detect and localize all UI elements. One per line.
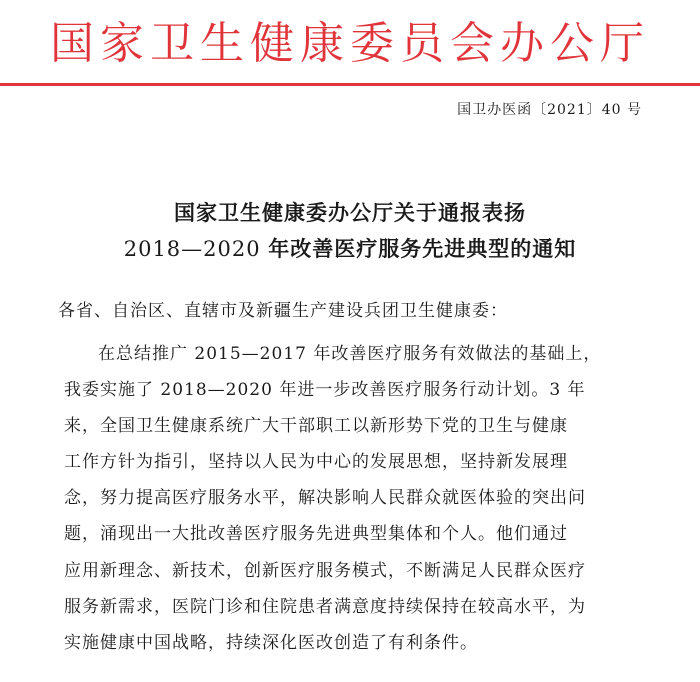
notice-title-year-range: 2018—2020 [123,237,269,261]
notice-title-line-1: 国家卫生健康委办公厅关于通报表扬 [174,201,526,225]
document-number: 国卫办医函〔2021〕40 号 [457,102,642,118]
notice-title-line-2 [0,232,700,266]
paragraph-line: 实施健康中国战略，持续深化医改创造了有利条件。 [64,633,478,653]
paragraph-line: 来，全国卫生健康系统广大干部职工以新形势下党的卫生与健康 [64,416,568,436]
paragraph-line: 服务新需求，医院门诊和住院患者满意度持续保持在较高水平，为 [64,597,586,617]
notice-title-line-2-text: 年改善医疗服务先进典型的通知 [268,237,577,261]
paragraph-line: 在总结推广 2015—2017 年改善医疗服务有效做法的基础上， [98,344,602,364]
letterhead-red-rule [0,83,700,86]
paragraph-line: 应用新理念、新技术，创新医疗服务模式，不断满足人民群众医疗 [64,561,586,581]
paragraph-line: 工作方针为指引，坚持以人民为中心的发展思想，坚持新发展理 [64,452,568,472]
letterhead-title: 国家卫生健康委员会办公厅 [50,18,650,69]
paragraph-line: 念，努力提高医疗服务水平，解决影响人民群众就医体验的突出问 [64,488,586,508]
paragraph-line: 题，涌现出一大批改善医疗服务先进典型集体和个人。他们通过 [64,524,568,544]
paragraph-line: 我委实施了 2018—2020 年进一步改善医疗服务行动计划。3 年 [64,380,586,400]
salutation: 各省、自治区、直辖市及新疆生产建设兵团卫生健康委： [58,301,508,321]
